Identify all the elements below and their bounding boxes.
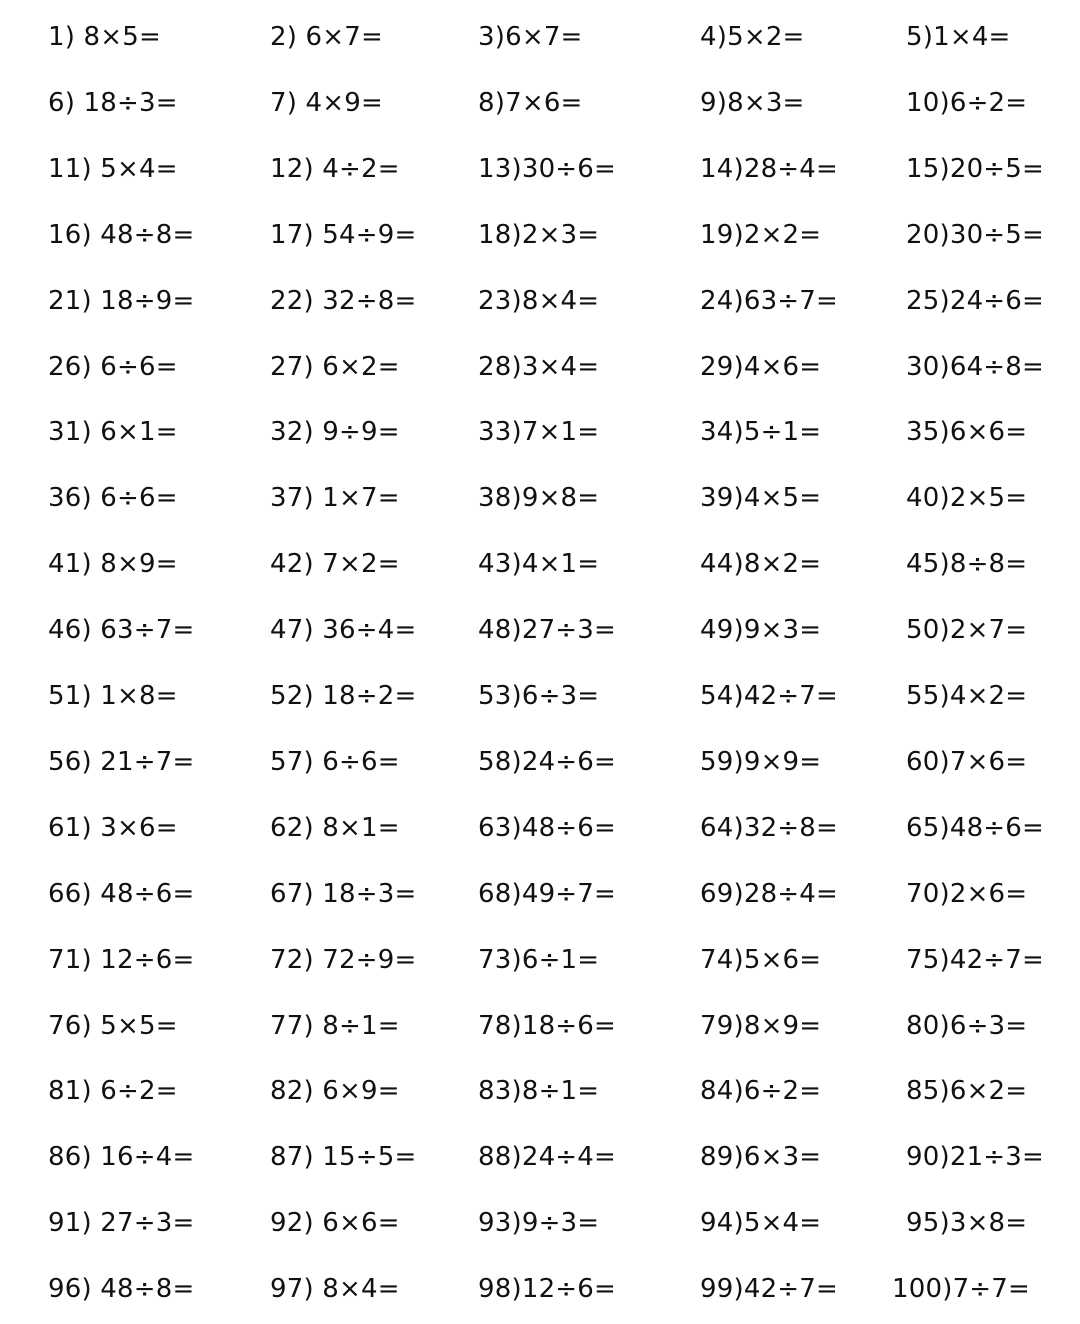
problem-item: 76) 5×5= [48, 1010, 178, 1041]
problem-item: 3)6×7= [478, 22, 583, 52]
problem-item: 82) 6×9= [270, 1076, 400, 1107]
problem-item: 97) 8×4= [270, 1274, 400, 1305]
problem-item: 43)4×1= [478, 549, 600, 580]
problem-item: 8)7×6= [478, 87, 583, 118]
problem-item: 22) 32÷8= [270, 285, 417, 316]
problem-item: 2) 6×7= [270, 22, 384, 52]
problem-item: 6) 18÷3= [48, 87, 178, 118]
problem-item: 67) 18÷3= [270, 878, 417, 909]
problem-item: 45)8÷8= [906, 549, 1028, 580]
problem-item: 89)6×3= [700, 1142, 822, 1173]
problem-item: 17) 54÷9= [270, 219, 417, 250]
problem-item: 88)24÷4= [478, 1142, 617, 1173]
problem-item: 47) 36÷4= [270, 615, 417, 646]
problem-item: 35)6×6= [906, 417, 1028, 448]
problem-item: 59)9×9= [700, 746, 822, 777]
problem-item: 5)1×4= [906, 22, 1011, 52]
problem-item: 12) 4÷2= [270, 153, 400, 184]
problem-item: 30)64÷8= [906, 351, 1045, 382]
problem-item: 33)7×1= [478, 417, 600, 448]
problem-item: 74)5×6= [700, 944, 822, 975]
problem-item: 54)42÷7= [700, 681, 839, 711]
problem-item: 72) 72÷9= [270, 944, 417, 975]
problem-item: 68)49÷7= [478, 878, 617, 909]
problem-item: 52) 18÷2= [270, 681, 417, 711]
problem-item: 60)7×6= [906, 746, 1028, 777]
problem-item: 61) 3×6= [48, 812, 178, 843]
problem-item: 85)6×2= [906, 1076, 1028, 1107]
problem-item: 15)20÷5= [906, 153, 1045, 184]
problem-item: 49)9×3= [700, 615, 822, 646]
problem-item: 69)28÷4= [700, 878, 839, 909]
problem-item: 24)63÷7= [700, 285, 839, 316]
problem-item: 86) 16÷4= [48, 1142, 195, 1173]
problem-item: 90)21÷3= [906, 1142, 1045, 1173]
problem-item: 31) 6×1= [48, 417, 178, 448]
problem-item: 38)9×8= [478, 483, 600, 514]
problem-item: 27) 6×2= [270, 351, 400, 382]
problem-item: 44)8×2= [700, 549, 822, 580]
problem-item: 51) 1×8= [48, 681, 178, 711]
problem-item: 71) 12÷6= [48, 944, 195, 975]
problem-item: 66) 48÷6= [48, 878, 195, 909]
problem-item: 36) 6÷6= [48, 483, 178, 514]
problem-item: 42) 7×2= [270, 549, 400, 580]
problem-item: 57) 6÷6= [270, 746, 400, 777]
problem-item: 78)18÷6= [478, 1010, 617, 1041]
problem-item: 75)42÷7= [906, 944, 1045, 975]
problem-item: 83)8÷1= [478, 1076, 600, 1107]
problem-item: 50)2×7= [906, 615, 1028, 646]
problem-item: 93)9÷3= [478, 1208, 600, 1239]
problem-item: 79)8×9= [700, 1010, 822, 1041]
problem-item: 63)48÷6= [478, 812, 617, 843]
problem-item: 13)30÷6= [478, 153, 617, 184]
problem-item: 87) 15÷5= [270, 1142, 417, 1173]
problem-item: 99)42÷7= [700, 1274, 839, 1305]
problem-item: 9)8×3= [700, 87, 805, 118]
problem-item: 94)5×4= [700, 1208, 822, 1239]
problem-item: 34)5÷1= [700, 417, 822, 448]
problem-item: 70)2×6= [906, 878, 1028, 909]
problem-item: 18)2×3= [478, 219, 600, 250]
problem-item: 19)2×2= [700, 219, 822, 250]
problem-item: 28)3×4= [478, 351, 600, 382]
problem-item: 32) 9÷9= [270, 417, 400, 448]
problem-item: 46) 63÷7= [48, 615, 195, 646]
problem-item: 26) 6÷6= [48, 351, 178, 382]
problem-item: 55)4×2= [906, 681, 1028, 711]
problem-item: 10)6÷2= [906, 87, 1028, 118]
problem-item: 73)6÷1= [478, 944, 600, 975]
problem-item: 56) 21÷7= [48, 746, 195, 777]
problem-item: 58)24÷6= [478, 746, 617, 777]
problem-item: 21) 18÷9= [48, 285, 195, 316]
problem-item: 25)24÷6= [906, 285, 1045, 316]
problem-item: 64)32÷8= [700, 812, 839, 843]
problem-item: 1) 8×5= [48, 22, 162, 52]
problem-item: 98)12÷6= [478, 1274, 617, 1305]
problem-item: 91) 27÷3= [48, 1208, 195, 1239]
problem-item: 11) 5×4= [48, 153, 178, 184]
problem-item: 20)30÷5= [906, 219, 1045, 250]
problem-item: 95)3×8= [906, 1208, 1028, 1239]
problem-item: 84)6÷2= [700, 1076, 822, 1107]
problem-item: 48)27÷3= [478, 615, 617, 646]
problem-item: 16) 48÷8= [48, 219, 195, 250]
problem-item: 29)4×6= [700, 351, 822, 382]
problem-item: 62) 8×1= [270, 812, 400, 843]
problem-item: 77) 8÷1= [270, 1010, 400, 1041]
problem-item: 41) 8×9= [48, 549, 178, 580]
problem-item: 7) 4×9= [270, 87, 384, 118]
problem-item: 92) 6×6= [270, 1208, 400, 1239]
problem-item: 37) 1×7= [270, 483, 400, 514]
problem-item: 4)5×2= [700, 22, 805, 52]
problem-item: 39)4×5= [700, 483, 822, 514]
problem-item: 81) 6÷2= [48, 1076, 178, 1107]
problem-item: 80)6÷3= [906, 1010, 1028, 1041]
problem-item: 53)6÷3= [478, 681, 600, 711]
problem-item: 14)28÷4= [700, 153, 839, 184]
problem-item: 65)48÷6= [906, 812, 1045, 843]
problem-item: 96) 48÷8= [48, 1274, 195, 1305]
problem-item: 23)8×4= [478, 285, 600, 316]
problem-item: 40)2×5= [906, 483, 1028, 514]
problem-item: 100)7÷7= [892, 1274, 1031, 1305]
